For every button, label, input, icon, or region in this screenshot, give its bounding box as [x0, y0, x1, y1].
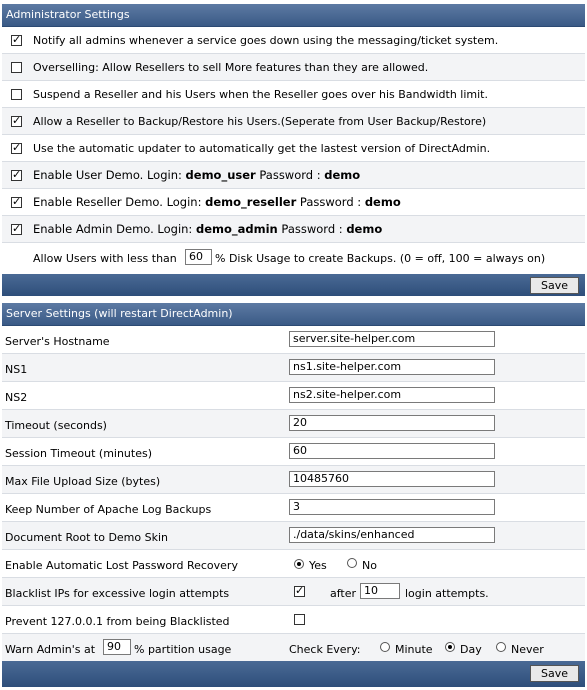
- blacklist-attempts-input[interactable]: 10: [360, 583, 400, 599]
- auto-updater-checkbox[interactable]: [11, 143, 22, 154]
- ns2-input[interactable]: ns2.site-helper.com: [289, 387, 495, 403]
- auto-updater-label: Use the automatic updater to automatically get the lastest version of DirectAdmin.: [33, 142, 491, 155]
- blacklist-label: Blacklist IPs for excessive login attempts: [5, 587, 230, 600]
- blacklist-post-label: login attempts.: [405, 587, 489, 600]
- timeout-input[interactable]: 20: [289, 415, 495, 431]
- check-minute-label: Minute: [395, 643, 433, 656]
- notify-admins-label: Notify all admins whenever a service goes down using the messaging/ticket system.: [33, 34, 499, 47]
- server-save-button[interactable]: Save: [530, 665, 579, 682]
- partition-warn-input[interactable]: 90: [103, 639, 131, 655]
- admin-option-row: [2, 135, 585, 162]
- session-timeout-input[interactable]: 60: [289, 443, 495, 459]
- check-day-label: Day: [460, 643, 482, 656]
- server-settings-header: Server Settings (will restart DirectAdmin): [2, 303, 585, 326]
- admin-option-row: [2, 54, 585, 81]
- notify-admins-checkbox[interactable]: [11, 35, 22, 46]
- admin-demo-checkbox[interactable]: [11, 224, 22, 235]
- user-demo-checkbox[interactable]: [11, 170, 22, 181]
- lost-password-no-radio[interactable]: [347, 558, 357, 568]
- max-upload-input[interactable]: 10485760: [289, 471, 495, 487]
- reseller-backup-label: Allow a Reseller to Backup/Restore his Users.(Seperate from User Backup/Restore): [33, 115, 487, 128]
- lost-password-yes-radio[interactable]: [294, 559, 304, 569]
- check-never-radio[interactable]: [496, 642, 506, 652]
- server-field-row: [2, 382, 585, 410]
- backup-usage-row: [2, 243, 585, 274]
- demo-skin-root-input[interactable]: ./data/skins/enhanced: [289, 527, 495, 543]
- lost-password-yes-label: Yes: [309, 559, 327, 572]
- prevent-localhost-row: [2, 606, 585, 634]
- check-every-label: Check Every:: [289, 643, 361, 656]
- demo-row: [2, 162, 585, 189]
- ns2-label: NS2: [5, 391, 28, 404]
- demo-row: [2, 189, 585, 216]
- check-never-label: Never: [511, 643, 544, 656]
- admin-option-row: [2, 81, 585, 108]
- overselling-label: Overselling: Allow Resellers to sell More features than they are allowed.: [33, 61, 429, 74]
- lost-password-no-label: No: [362, 559, 377, 572]
- hostname-label: Server's Hostname: [5, 335, 110, 348]
- server-settings-panel: [2, 303, 585, 688]
- admin-demo-label: Enable Admin Demo. Login: demo_admin Password : demo: [33, 222, 383, 236]
- check-day-radio[interactable]: [445, 642, 455, 652]
- ns1-label: NS1: [5, 363, 28, 376]
- server-field-row: [2, 522, 585, 550]
- suspend-reseller-checkbox[interactable]: [11, 89, 22, 100]
- max-upload-label: Max File Upload Size (bytes): [5, 475, 161, 488]
- demo-skin-root-label: Document Root to Demo Skin: [5, 531, 169, 544]
- backup-usage-input[interactable]: 60: [185, 249, 212, 265]
- blacklist-checkbox[interactable]: [294, 586, 305, 597]
- reseller-backup-checkbox[interactable]: [11, 116, 22, 127]
- server-field-row: [2, 354, 585, 382]
- overselling-checkbox[interactable]: [11, 62, 22, 73]
- admin-settings-panel: [2, 4, 585, 297]
- user-demo-label: Enable User Demo. Login: demo_user Password : demo: [33, 168, 361, 182]
- hostname-input[interactable]: server.site-helper.com: [289, 331, 495, 347]
- partition-warn-pre-label: Warn Admin's at: [5, 643, 96, 656]
- admin-option-row: [2, 108, 585, 135]
- timeout-label: Timeout (seconds): [5, 419, 107, 432]
- server-field-row: [2, 326, 585, 354]
- admin-option-row: [2, 27, 585, 54]
- prevent-localhost-checkbox[interactable]: [294, 614, 305, 625]
- server-field-row: [2, 494, 585, 522]
- suspend-reseller-label: Suspend a Reseller and his Users when the Reseller goes over his Bandwidth limit.: [33, 88, 488, 101]
- check-minute-radio[interactable]: [380, 642, 390, 652]
- session-timeout-label: Session Timeout (minutes): [5, 447, 153, 460]
- server-field-row: [2, 466, 585, 494]
- admin-settings-header: Administrator Settings: [2, 4, 585, 27]
- partition-warning-row: [2, 634, 585, 661]
- ns1-input[interactable]: ns1.site-helper.com: [289, 359, 495, 375]
- reseller-demo-checkbox[interactable]: [11, 197, 22, 208]
- lost-password-label: Enable Automatic Lost Password Recovery: [5, 559, 238, 572]
- partition-warn-post-label: % partition usage: [134, 643, 232, 656]
- lost-password-row: [2, 550, 585, 578]
- backup-usage-post-label: % Disk Usage to create Backups. (0 = off, 100 = always on): [215, 252, 546, 265]
- apache-log-backups-input[interactable]: 3: [289, 499, 495, 515]
- server-field-row: [2, 438, 585, 466]
- prevent-localhost-label: Prevent 127.0.0.1 from being Blacklisted: [5, 615, 230, 628]
- backup-usage-pre-label: Allow Users with less than: [33, 252, 177, 265]
- blacklist-row: [2, 578, 585, 606]
- admin-save-button[interactable]: Save: [530, 277, 579, 294]
- admin-save-bar: [2, 274, 585, 296]
- demo-row: [2, 216, 585, 243]
- server-save-bar: [2, 661, 585, 687]
- reseller-demo-label: Enable Reseller Demo. Login: demo_reseller Password : demo: [33, 195, 401, 209]
- blacklist-after-label: after: [330, 587, 357, 600]
- server-field-row: [2, 410, 585, 438]
- apache-log-backups-label: Keep Number of Apache Log Backups: [5, 503, 212, 516]
